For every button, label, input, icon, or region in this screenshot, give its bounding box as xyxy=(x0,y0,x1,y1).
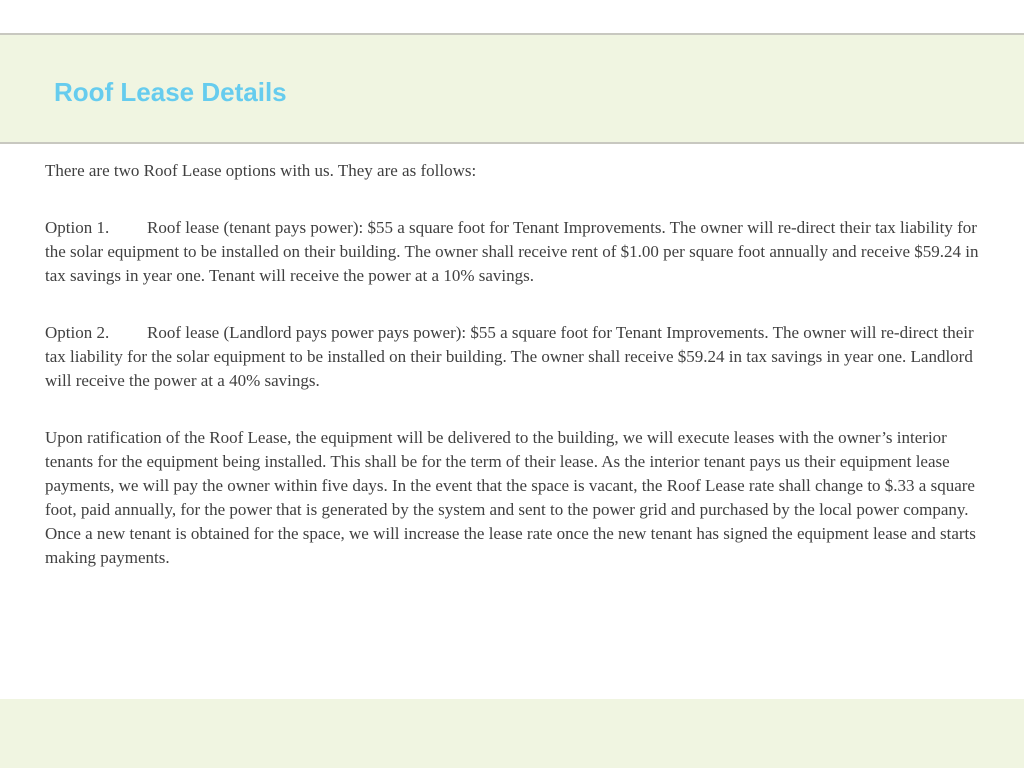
slide-body xyxy=(45,159,980,570)
footer-band xyxy=(0,699,1024,768)
option-2-text: Roof lease (Landlord pays power pays power): $55 a square foot for Tenant Improvements. The owner will re-direct their tax liability for the solar equipment to be installed on their building. The owner shall receive $59.24 in tax savings in year one. Landlord will receive the power at a 40% savings. xyxy=(45,323,974,390)
intro-paragraph: There are two Roof Lease options with us. They are as follows: xyxy=(45,161,477,180)
title-band xyxy=(0,33,1024,144)
option-2-paragraph xyxy=(45,321,980,393)
option-1-text: Roof lease (tenant pays power): $55 a square foot for Tenant Improvements. The owner will re-direct their tax liability for the solar equipment to be installed on their building. The owner shall receive rent of $1.00 per square foot annually and receive $59.24 in tax savings in year one. Tenant will receive the power at a 10% savings. xyxy=(45,218,979,285)
option-1-label: Option 1. xyxy=(45,218,110,237)
option-2-label: Option 2. xyxy=(45,323,110,342)
option-1-paragraph xyxy=(45,216,980,288)
ratification-paragraph: Upon ratification of the Roof Lease, the equipment will be delivered to the building, we will execute leases with the owner’s interior tenants for the equipment being installed. This shall be for the term of their lease. As the interior tenant pays us their equipment lease payments, we will pay the owner within five days. In the event that the space is vacant, the Roof Lease rate shall change to $.33 a square foot, paid annually, for the power that is generated by the system and sent to the power grid and purchased by the local power company. Once a new tenant is obtained for the space, we will increase the lease rate once the new tenant has signed the equipment lease and starts making payments. xyxy=(45,428,976,567)
slide-title: Roof Lease Details xyxy=(54,77,287,107)
